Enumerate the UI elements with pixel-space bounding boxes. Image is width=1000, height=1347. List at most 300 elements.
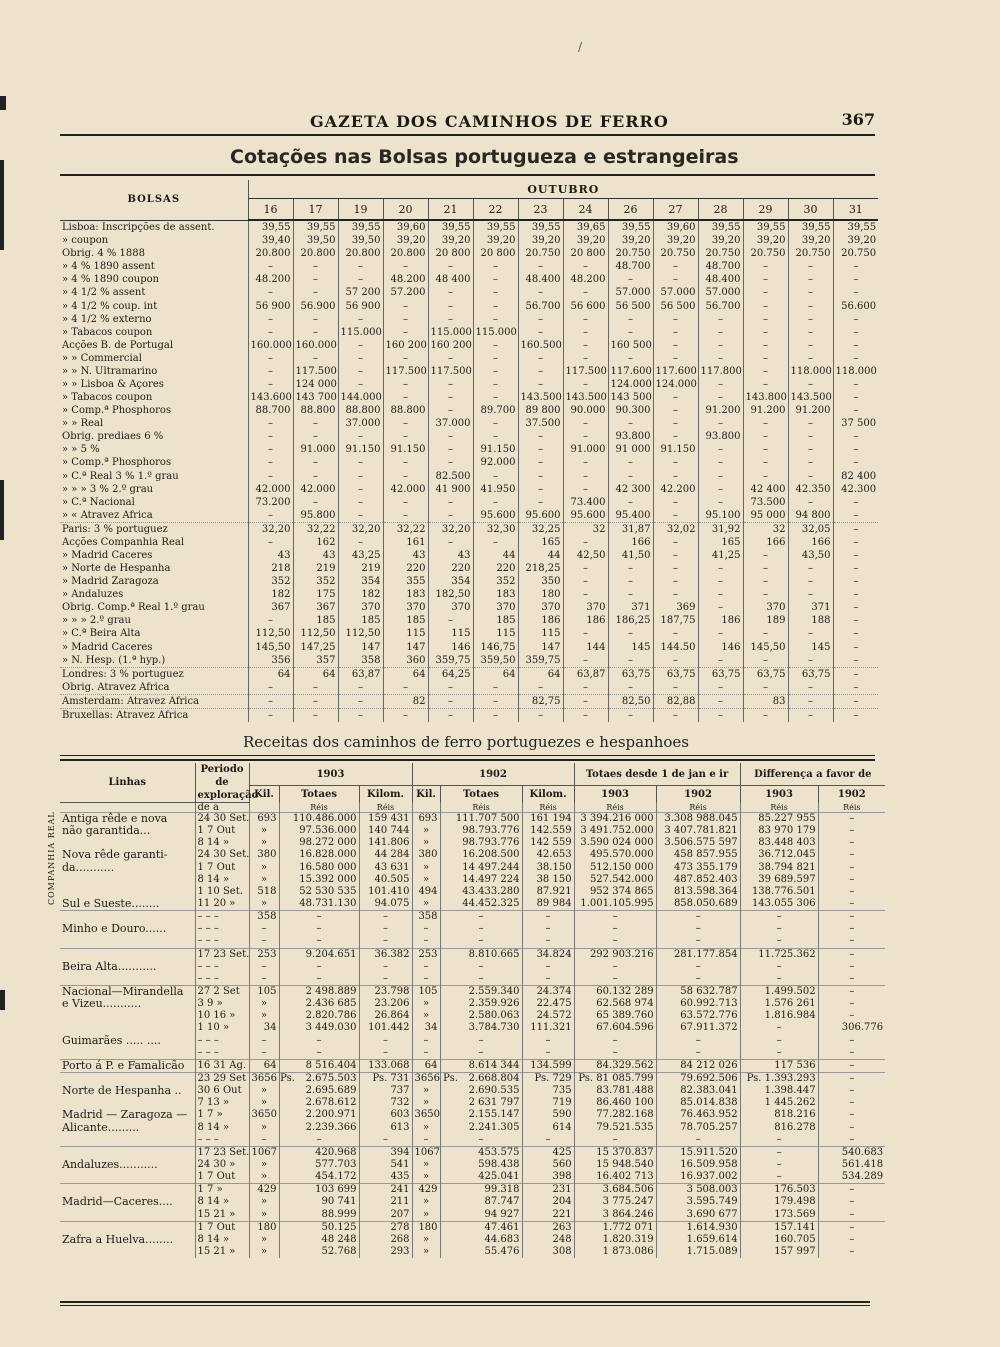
quote-cell: – — [698, 443, 743, 456]
quote-cell: – — [293, 352, 338, 365]
quote-cell: 186,25 — [608, 614, 653, 627]
quote-cell: – — [653, 339, 698, 352]
revenue-cell-k3: 64 — [249, 1059, 279, 1072]
quote-label: Obrig. prediaes 6 % — [62, 431, 164, 443]
revenue-cell-d3: – — [740, 1146, 818, 1159]
revenue-cell-a2: – — [656, 911, 740, 924]
quote-row — [60, 352, 878, 365]
quote-cell: 39,55 — [338, 220, 383, 234]
revenue-cell-t2: 16.208.500 — [440, 849, 522, 861]
quote-label: » Madrid Caceres — [62, 641, 153, 653]
revenue-cell-a3: – — [574, 911, 656, 924]
quote-cell: 144 — [563, 641, 608, 654]
quote-cell: 20 800 — [473, 247, 518, 260]
quote-cell: 352 — [248, 575, 293, 588]
receitas-table — [60, 763, 885, 1258]
quote-cell: – — [788, 417, 833, 430]
quote-cell: 39,20 — [383, 234, 428, 247]
revenue-row — [60, 1184, 885, 1197]
totaes-1902-header: Totaes — [440, 786, 522, 803]
revenue-cell-t3: 2.678.612 — [279, 1097, 359, 1109]
quote-cell: – — [383, 681, 428, 695]
quote-cell: – — [743, 273, 788, 286]
revenue-cell-label — [60, 874, 195, 886]
quote-cell: – — [518, 443, 563, 456]
revenue-cell-p: 3 9 » — [195, 998, 249, 1010]
quote-cell: 183 — [383, 588, 428, 601]
quote-cell: 118.000 — [788, 365, 833, 378]
quote-cell: – — [788, 286, 833, 299]
revenue-cell-a3: 62.568 974 — [574, 998, 656, 1010]
revenue-cell-k3: 105 — [249, 985, 279, 998]
revenue-cell-k3: » — [249, 1097, 279, 1109]
quote-cell: 160.000 — [248, 339, 293, 352]
quote-cell: – — [608, 273, 653, 286]
revenue-cell-km2: 24.572 — [522, 1010, 574, 1022]
revenue-cell-p: – – – — [195, 1134, 249, 1147]
quote-cell: 117.500 — [428, 365, 473, 378]
quote-cell: 354 — [338, 575, 383, 588]
quote-cell: 82 — [383, 694, 428, 708]
quote-cell: 56 500 — [608, 299, 653, 312]
quote-cell: – — [743, 260, 788, 273]
quote-cell: 42.000 — [383, 483, 428, 496]
quote-cell: – — [698, 681, 743, 695]
revenue-cell-k3: – — [249, 961, 279, 973]
revenue-cell-t2: – — [440, 973, 522, 986]
quote-cell: 219 — [338, 562, 383, 575]
quote-cell: – — [743, 326, 788, 339]
revenue-cell-km2: – — [522, 961, 574, 973]
revenue-cell-km2: 142 559 — [522, 837, 574, 849]
quote-row — [60, 549, 878, 562]
quote-cell: 37.000 — [428, 417, 473, 430]
quote-cell: – — [653, 469, 698, 482]
revenue-cell-km2: 38 150 — [522, 874, 574, 886]
quote-cell: – — [428, 681, 473, 695]
quote-cell: 357 — [293, 654, 338, 668]
revenue-cell-t2: 44.452.325 — [440, 898, 522, 911]
quote-cell: – — [518, 286, 563, 299]
quote-cell: – — [743, 313, 788, 326]
quote-label: » » N. Ultramarino — [62, 365, 158, 377]
quote-cell: – — [743, 352, 788, 365]
quote-cell: – — [428, 708, 473, 722]
revenue-cell-km3: 133.068 — [359, 1059, 412, 1072]
quote-cell: – — [788, 469, 833, 482]
quote-cell: 63,87 — [338, 667, 383, 681]
quote-cell: 39,60 — [653, 220, 698, 234]
revenue-cell-a2: 58 632.787 — [656, 985, 740, 998]
revenue-cell-km3: 40.505 — [359, 874, 412, 886]
revenue-cell-km3: 140 744 — [359, 825, 412, 837]
revenue-cell-k2: » — [412, 874, 440, 886]
revenue-cell-km3: 94.075 — [359, 898, 412, 911]
quote-cell: 43,25 — [338, 549, 383, 562]
quote-cell: 218,25 — [518, 562, 563, 575]
quote-cell: 88.800 — [383, 404, 428, 417]
revenue-cell-a2: 15.911.520 — [656, 1146, 740, 1159]
quote-cell: – — [743, 443, 788, 456]
revenue-row — [60, 825, 885, 837]
revenue-cell-t2: 43.433.280 — [440, 886, 522, 898]
journal-title: GAZETA DOS CAMINHOS DE FERRO — [310, 112, 669, 131]
quote-cell: 20.800 — [293, 247, 338, 260]
quote-cell: 115.000 — [473, 326, 518, 339]
quote-cell: 39,20 — [788, 234, 833, 247]
quote-cell: – — [293, 496, 338, 509]
quote-row — [60, 273, 878, 286]
revenue-cell-a3: – — [574, 1035, 656, 1047]
quote-cell: 92.000 — [473, 456, 518, 469]
quote-cell: – — [833, 708, 878, 722]
quote-cell: 39,55 — [248, 220, 293, 234]
quote-cell: 20.800 — [383, 247, 428, 260]
quote-cell: – — [743, 417, 788, 430]
revenue-cell-km3: – — [359, 973, 412, 986]
quote-cell: 124.000 — [653, 378, 698, 391]
revenue-cell-a3: 1.001.105.995 — [574, 898, 656, 911]
quote-cell: – — [563, 260, 608, 273]
revenue-cell-t2: 14 497.244 — [440, 862, 522, 874]
revenue-cell-t3: 454.172 — [279, 1171, 359, 1184]
quote-cell: – — [428, 614, 473, 627]
totaes-desde-header: Totaes desde 1 de jan e ir — [574, 763, 740, 786]
quote-cell: 20.750 — [518, 247, 563, 260]
quote-row — [60, 430, 878, 443]
revenue-cell-km2: – — [522, 911, 574, 924]
revenue-cell-d2: 306.776 — [818, 1022, 885, 1034]
quote-cell: – — [788, 496, 833, 509]
revenue-cell-a3: Ps. 81 085.799 — [574, 1072, 656, 1085]
quote-cell: 145 — [608, 641, 653, 654]
revenue-cell-p: 1 7 Out — [195, 862, 249, 874]
quote-label: » 4 % 1890 coupon — [62, 274, 160, 286]
revenue-cell-d2: – — [818, 898, 885, 911]
revenue-cell-km2: – — [522, 923, 574, 935]
revenue-cell-a2: 16.509.958 — [656, 1159, 740, 1171]
revenue-cell-a3: – — [574, 1047, 656, 1060]
quote-cell: – — [653, 260, 698, 273]
quote-cell: 95.600 — [563, 509, 608, 523]
quote-row — [60, 365, 878, 378]
quote-cell: 20.750 — [833, 247, 878, 260]
revenue-cell-label — [60, 1246, 195, 1258]
revenue-cell-t3: 2.200.971 — [279, 1109, 359, 1121]
quote-cell: 185 — [383, 614, 428, 627]
revenue-cell-d2: – — [818, 961, 885, 973]
quote-cell: 143 500 — [608, 391, 653, 404]
quote-cell: – — [653, 326, 698, 339]
quote-row — [60, 614, 878, 627]
revenue-cell-k3: – — [249, 935, 279, 948]
quote-cell: 115 — [383, 627, 428, 640]
revenue-cell-k2: 494 — [412, 886, 440, 898]
revenue-cell-t2: – — [440, 1047, 522, 1060]
revenue-cell-label: e Vizeu........... — [62, 997, 142, 1011]
quote-cell: 56 600 — [563, 299, 608, 312]
revenue-row — [60, 874, 885, 886]
revenue-cell-t2: 94 927 — [440, 1209, 522, 1222]
revenue-row — [60, 1209, 885, 1222]
quote-cell: 370 — [518, 601, 563, 614]
quote-cell: – — [788, 352, 833, 365]
revenue-cell-k3: 3650 — [249, 1109, 279, 1121]
quote-cell: – — [833, 549, 878, 562]
quote-cell: 32 — [563, 522, 608, 536]
revenue-cell-a3: 292 903.216 — [574, 948, 656, 961]
quote-cell: – — [338, 273, 383, 286]
quote-cell: – — [428, 352, 473, 365]
quote-cell: 39,55 — [833, 220, 878, 234]
revenue-cell-k2: 358 — [412, 911, 440, 924]
quote-cell: – — [788, 627, 833, 640]
quote-cell: – — [473, 417, 518, 430]
revenue-cell-label — [60, 948, 195, 961]
revenue-cell-d3: 157 997 — [740, 1246, 818, 1258]
quote-cell: – — [653, 588, 698, 601]
quote-cell: – — [383, 509, 428, 523]
revenue-cell-t3: 2.820.786 — [279, 1010, 359, 1022]
revenue-cell-t3: 88.999 — [279, 1209, 359, 1222]
quote-cell: 42 400 — [743, 483, 788, 496]
revenue-cell-t2: 2.559.340 — [440, 985, 522, 998]
quote-cell: 56 500 — [653, 299, 698, 312]
revenue-cell-a2: 85.014.838 — [656, 1097, 740, 1109]
revenue-cell-p: 24 30 Set. — [195, 849, 249, 861]
revenue-cell-k2: » — [412, 898, 440, 911]
binding-mark — [0, 990, 5, 1010]
quote-cell: – — [563, 694, 608, 708]
quote-cell: – — [653, 430, 698, 443]
quote-cell: – — [743, 588, 788, 601]
revenue-row — [60, 973, 885, 986]
revenue-row — [60, 849, 885, 861]
quote-cell: – — [563, 352, 608, 365]
quote-cell: – — [698, 708, 743, 722]
revenue-cell-k2: – — [412, 973, 440, 986]
quote-cell: – — [833, 496, 878, 509]
quote-cell: – — [743, 627, 788, 640]
revenue-cell-km3: 101.410 — [359, 886, 412, 898]
revenue-cell-a2: – — [656, 935, 740, 948]
quote-cell: – — [293, 286, 338, 299]
quote-cell: – — [248, 681, 293, 695]
quote-cell: – — [833, 588, 878, 601]
quote-cell: 186 — [563, 614, 608, 627]
quote-cell: 160 500 — [608, 339, 653, 352]
quote-cell: – — [743, 469, 788, 482]
revenue-cell-d2: – — [818, 1010, 885, 1022]
unit-reis: Réis — [359, 803, 412, 813]
quote-cell: – — [563, 627, 608, 640]
quote-cell: – — [293, 273, 338, 286]
revenue-cell-km2: 308 — [522, 1246, 574, 1258]
quote-label: » 4 % 1890 assent — [62, 261, 155, 273]
quote-cell: – — [473, 430, 518, 443]
quote-cell: – — [473, 694, 518, 708]
revenue-cell-label — [60, 1022, 195, 1034]
revenue-cell-p: – – – — [195, 935, 249, 948]
quote-cell: – — [698, 562, 743, 575]
quote-cell: 352 — [473, 575, 518, 588]
quote-cell: – — [518, 313, 563, 326]
revenue-cell-k3: 253 — [249, 948, 279, 961]
revenue-cell-k3: 693 — [249, 813, 279, 826]
revenue-cell-p: 17 23 Set. — [195, 1146, 249, 1159]
quote-cell: 118.000 — [833, 365, 878, 378]
quote-cell: 73.200 — [248, 496, 293, 509]
quote-cell: – — [788, 588, 833, 601]
quote-cell: – — [248, 614, 293, 627]
revenue-cell-t3: 90 741 — [279, 1196, 359, 1208]
quote-cell: 43 — [428, 549, 473, 562]
quote-cell: 42,50 — [563, 549, 608, 562]
quote-cell: – — [833, 681, 878, 695]
revenue-cell-label — [60, 1171, 195, 1184]
revenue-cell-d3: – — [740, 973, 818, 986]
quote-cell: – — [428, 496, 473, 509]
revenue-cell-k2: 105 — [412, 985, 440, 998]
bolsas-corner-label: BOLSAS — [60, 180, 248, 220]
quote-cell: – — [833, 667, 878, 681]
quote-cell: – — [788, 681, 833, 695]
revenue-cell-km3: Ps. 731 — [359, 1072, 412, 1085]
quote-cell: 41,25 — [698, 549, 743, 562]
quote-cell: 187,75 — [653, 614, 698, 627]
quote-row — [60, 378, 878, 391]
quote-row — [60, 260, 878, 273]
quote-cell: 115.000 — [428, 326, 473, 339]
revenue-cell-t2: 47.461 — [440, 1221, 522, 1234]
quote-cell: 115 — [518, 627, 563, 640]
quote-label: Paris: 3 % portuguez — [60, 522, 248, 536]
revenue-cell-d2: – — [818, 948, 885, 961]
revenue-cell-d3: 117 536 — [740, 1059, 818, 1072]
quote-cell: – — [248, 352, 293, 365]
quote-cell: 95.100 — [698, 509, 743, 523]
quote-cell: 37.000 — [338, 417, 383, 430]
quote-cell: 41 900 — [428, 483, 473, 496]
revenue-cell-p: – – – — [195, 973, 249, 986]
revenue-cell-k3: » — [249, 825, 279, 837]
revenue-cell-d2: – — [818, 1184, 885, 1197]
revenue-cell-a3: 512.150 000 — [574, 862, 656, 874]
revenue-cell-km3: 211 — [359, 1196, 412, 1208]
quote-cell: 48.200 — [383, 273, 428, 286]
quote-cell: – — [428, 299, 473, 312]
quote-cell: – — [608, 313, 653, 326]
quote-label: » 4 1/2 % coup. int — [62, 300, 158, 312]
quote-label: » coupon — [62, 235, 109, 247]
quote-cell: – — [563, 681, 608, 695]
revenue-row — [60, 898, 885, 911]
revenue-cell-d3: – — [740, 1134, 818, 1147]
quote-cell: 91.200 — [743, 404, 788, 417]
quote-cell: – — [653, 627, 698, 640]
quote-label: Lisboa: Inscripções de assent. — [60, 220, 248, 234]
revenue-cell-a2: 487.852.403 — [656, 874, 740, 886]
quote-cell: – — [833, 326, 878, 339]
revenue-cell-km3: 43 631 — [359, 862, 412, 874]
revenue-cell-km3: 603 — [359, 1109, 412, 1121]
revenue-cell-km2: – — [522, 1134, 574, 1147]
quote-cell: 43 — [383, 549, 428, 562]
revenue-cell-p: 24 30 Set. — [195, 813, 249, 826]
quote-cell: – — [788, 260, 833, 273]
revenue-cell-k3: – — [249, 923, 279, 935]
revenue-cell-label: da........... — [62, 860, 115, 874]
revenue-cell-k2: » — [412, 1196, 440, 1208]
quote-cell: – — [518, 469, 563, 482]
revenue-row — [60, 1047, 885, 1060]
revenue-cell-k2: 3650 — [412, 1109, 440, 1121]
quote-cell: 42 300 — [608, 483, 653, 496]
quote-cell: 20.750 — [608, 247, 653, 260]
revenue-cell-k2: » — [412, 1097, 440, 1109]
revenue-cell-km3: 394 — [359, 1146, 412, 1159]
quote-cell: – — [698, 339, 743, 352]
revenue-cell-a3: – — [574, 961, 656, 973]
quote-cell: – — [698, 352, 743, 365]
revenue-cell-km2: 425 — [522, 1146, 574, 1159]
revenue-cell-t2: 2.668.804 — [440, 1072, 522, 1085]
revenue-cell-t3: 2 498.889 — [279, 985, 359, 998]
quote-cell: – — [608, 456, 653, 469]
quote-cell: 32,20 — [338, 522, 383, 536]
quote-cell: 93.800 — [698, 430, 743, 443]
revenue-cell-p: 8 14 » — [195, 1234, 249, 1246]
quote-cell: – — [833, 601, 878, 614]
revenue-cell-a2: – — [656, 1047, 740, 1060]
day-header: 24 — [563, 199, 608, 221]
quote-cell: 161 — [383, 536, 428, 549]
revenue-cell-k2: 3656 Ps. — [412, 1072, 440, 1085]
diff-1903-header: 1903 — [740, 786, 818, 803]
revenue-cell-d3: 1.398.447 — [740, 1085, 818, 1097]
quote-row — [60, 536, 878, 549]
revenue-cell-km3: 732 — [359, 1097, 412, 1109]
divider — [60, 755, 875, 756]
revenue-cell-k3: » — [249, 862, 279, 874]
revenue-row — [60, 862, 885, 874]
revenue-cell-t3: 15.392 000 — [279, 874, 359, 886]
quote-cell: – — [518, 708, 563, 722]
revenue-cell-d2: 540.683 — [818, 1146, 885, 1159]
quote-cell: 117.500 — [383, 365, 428, 378]
quote-cell: – — [518, 483, 563, 496]
quote-cell: 91.000 — [293, 443, 338, 456]
quote-cell: 370 — [383, 601, 428, 614]
revenue-cell-d2: – — [818, 837, 885, 849]
revenue-cell-p: 1 7 » — [195, 1109, 249, 1121]
revenue-cell-km3: 541 — [359, 1159, 412, 1171]
quote-cell: 145 — [788, 641, 833, 654]
revenue-cell-p: 16 31 Ag. — [195, 1059, 249, 1072]
revenue-cell-t2: 2.359.926 — [440, 998, 522, 1010]
binding-mark — [0, 160, 4, 250]
quote-cell: 39,20 — [653, 234, 698, 247]
revenue-cell-d2: – — [818, 849, 885, 861]
revenue-cell-d3: – — [740, 935, 818, 948]
revenue-cell-t2: 44.683 — [440, 1234, 522, 1246]
quote-cell: – — [833, 614, 878, 627]
quote-cell: 37 500 — [833, 417, 878, 430]
quote-cell: – — [833, 443, 878, 456]
quote-cell: 186 — [518, 614, 563, 627]
revenue-cell-label: Andaluzes........... — [62, 1158, 158, 1171]
revenue-cell-d3: 1.816.984 — [740, 1010, 818, 1022]
